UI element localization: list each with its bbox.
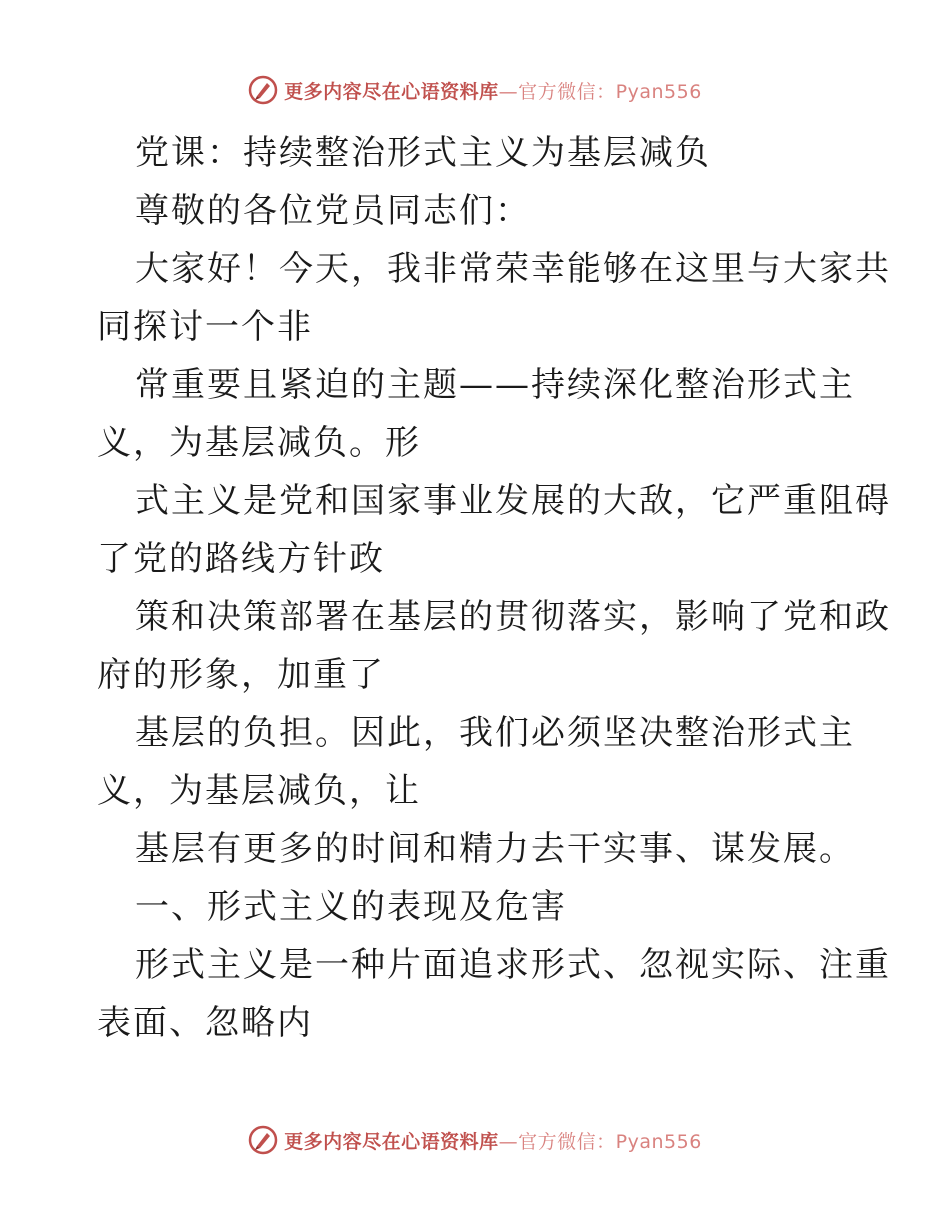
footer-watermark bbox=[0, 1120, 950, 1160]
text-line: 党课：持续整治形式主义为基层减负 bbox=[135, 133, 711, 173]
text-line: 基层的负担。因此，我们必须坚决整治形式主 bbox=[135, 713, 855, 753]
text-line: 义，为基层减负，让 bbox=[97, 771, 421, 811]
text-line: 形式主义是一种片面追求形式、忽视实际、注重 bbox=[135, 945, 891, 985]
text-line: 了党的路线方针政 bbox=[97, 539, 385, 579]
text-line: 义，为基层减负。形 bbox=[97, 423, 421, 463]
text-line: 同探讨一个非 bbox=[97, 307, 313, 347]
text-line: 府的形象，加重了 bbox=[97, 655, 385, 695]
text-line: 一、形式主义的表现及危害 bbox=[135, 887, 567, 927]
text-line: 常重要且紧迫的主题——持续深化整治形式主 bbox=[135, 365, 855, 405]
watermark-text: 更多内容尽在心语资料库—官方微信：Pyan556 bbox=[284, 80, 702, 103]
text-line: 基层有更多的时间和精力去干实事、谋发展。 bbox=[135, 829, 855, 869]
header-watermark bbox=[0, 70, 950, 110]
text-line: 尊敬的各位党员同志们： bbox=[135, 191, 531, 231]
text-line: 表面、忽略内 bbox=[97, 1003, 313, 1043]
text-line: 策和决策部署在基层的贯彻落实，影响了党和政 bbox=[135, 597, 891, 637]
pen-logo-icon bbox=[248, 75, 278, 105]
text-line: 大家好！今天，我非常荣幸能够在这里与大家共 bbox=[135, 249, 891, 289]
watermark-text: 更多内容尽在心语资料库—官方微信：Pyan556 bbox=[284, 1130, 702, 1153]
pen-logo-icon bbox=[248, 1125, 278, 1155]
text-line: 式主义是党和国家事业发展的大敌，它严重阻碍 bbox=[135, 481, 891, 521]
document-body bbox=[97, 124, 891, 1052]
